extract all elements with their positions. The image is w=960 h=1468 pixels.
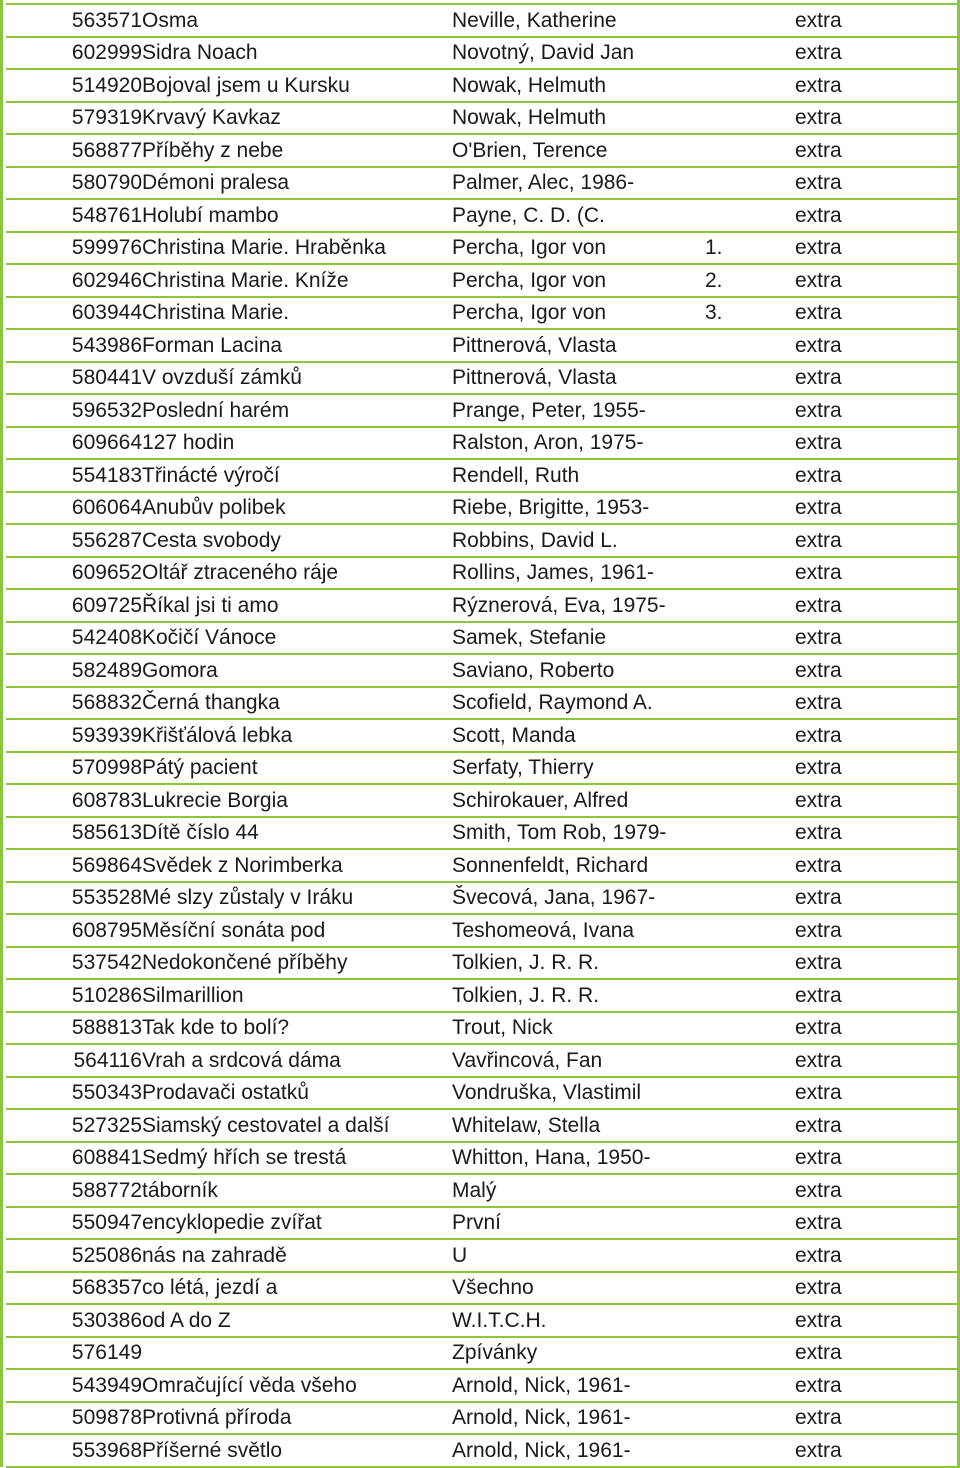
book-title: Třinácté výročí bbox=[142, 459, 452, 492]
book-author: Tolkien, J. R. R. bbox=[452, 979, 705, 1012]
table-row bbox=[6, 654, 960, 687]
volume-number bbox=[705, 1369, 795, 1402]
edition-note: extra bbox=[795, 1077, 960, 1110]
book-title: Poslední harém bbox=[142, 394, 452, 427]
book-title: Holubí mambo bbox=[142, 199, 452, 232]
book-author: Teshomeová, Ivana bbox=[452, 914, 705, 947]
table-row bbox=[6, 979, 960, 1012]
edition-note: extra bbox=[795, 232, 960, 265]
book-title: Christina Marie. Hraběnka bbox=[142, 232, 452, 265]
volume-number bbox=[705, 4, 795, 37]
table-row bbox=[6, 719, 960, 752]
book-title: Příšerné světlo bbox=[142, 1434, 452, 1467]
book-title: Dítě číslo 44 bbox=[142, 817, 452, 850]
edition-note: extra bbox=[795, 719, 960, 752]
edition-note: extra bbox=[795, 589, 960, 622]
edition-note: extra bbox=[795, 817, 960, 850]
record-id: 608795 bbox=[6, 914, 142, 947]
book-title: Cesta svobody bbox=[142, 524, 452, 557]
volume-number bbox=[705, 1077, 795, 1110]
edition-note: extra bbox=[795, 622, 960, 655]
record-id: 568832 bbox=[6, 687, 142, 720]
volume-number bbox=[705, 882, 795, 915]
table-row bbox=[6, 1239, 960, 1272]
book-author: Arnold, Nick, 1961- bbox=[452, 1369, 705, 1402]
book-title: V ovzduší zámků bbox=[142, 362, 452, 395]
volume-number bbox=[705, 1109, 795, 1142]
table-row bbox=[6, 69, 960, 102]
volume-number bbox=[705, 524, 795, 557]
edition-note: extra bbox=[795, 329, 960, 362]
record-id: 609725 bbox=[6, 589, 142, 622]
record-id: 609664 bbox=[6, 427, 142, 460]
book-title: Sedmý hřích se trestá bbox=[142, 1142, 452, 1175]
record-id: 527325 bbox=[6, 1109, 142, 1142]
record-id: 543949 bbox=[6, 1369, 142, 1402]
edition-note: extra bbox=[795, 784, 960, 817]
edition-note: extra bbox=[795, 524, 960, 557]
table-row bbox=[6, 1174, 960, 1207]
edition-note: extra bbox=[795, 687, 960, 720]
record-id: 509878 bbox=[6, 1402, 142, 1435]
record-id: 550947 bbox=[6, 1207, 142, 1240]
table-row bbox=[6, 37, 960, 70]
book-title: Svědek z Norimberka bbox=[142, 849, 452, 882]
record-id: 606064 bbox=[6, 492, 142, 525]
book-author: Rollins, James, 1961- bbox=[452, 557, 705, 590]
table-row bbox=[6, 1272, 960, 1305]
edition-note: extra bbox=[795, 979, 960, 1012]
edition-note: extra bbox=[795, 1239, 960, 1272]
edition-note: extra bbox=[795, 297, 960, 330]
edition-note: extra bbox=[795, 882, 960, 915]
edition-note: extra bbox=[795, 4, 960, 37]
book-author: Malý bbox=[452, 1174, 705, 1207]
record-id: 579319 bbox=[6, 102, 142, 135]
volume-number bbox=[705, 687, 795, 720]
record-id: 564116 bbox=[6, 1044, 142, 1077]
book-title: Omračující věda všeho bbox=[142, 1369, 452, 1402]
volume-number bbox=[705, 849, 795, 882]
book-author: Arnold, Nick, 1961- bbox=[452, 1402, 705, 1435]
book-author: První bbox=[452, 1207, 705, 1240]
volume-number bbox=[705, 459, 795, 492]
edition-note: extra bbox=[795, 102, 960, 135]
table-row bbox=[6, 362, 960, 395]
table-row bbox=[6, 492, 960, 525]
volume-number bbox=[705, 979, 795, 1012]
book-author: Nowak, Helmuth bbox=[452, 69, 705, 102]
table-row bbox=[6, 1077, 960, 1110]
book-author: Scott, Manda bbox=[452, 719, 705, 752]
edition-note: extra bbox=[795, 37, 960, 70]
book-title: Sidra Noach bbox=[142, 37, 452, 70]
book-title: Christina Marie. bbox=[142, 297, 452, 330]
book-title: Bojoval jsem u Kursku bbox=[142, 69, 452, 102]
book-author: Saviano, Roberto bbox=[452, 654, 705, 687]
edition-note: extra bbox=[795, 1402, 960, 1435]
book-author: Pittnerová, Vlasta bbox=[452, 329, 705, 362]
volume-number bbox=[705, 199, 795, 232]
book-author: Payne, C. D. (C. bbox=[452, 199, 705, 232]
book-title: Černá thangka bbox=[142, 687, 452, 720]
table-row bbox=[6, 1337, 960, 1370]
book-author: Neville, Katherine bbox=[452, 4, 705, 37]
volume-number: 3. bbox=[705, 297, 795, 330]
book-title: co létá, jezdí a bbox=[142, 1272, 452, 1305]
volume-number bbox=[705, 719, 795, 752]
book-author: Percha, Igor von bbox=[452, 232, 705, 265]
volume-number bbox=[705, 1012, 795, 1045]
table-row bbox=[6, 687, 960, 720]
book-author: Percha, Igor von bbox=[452, 264, 705, 297]
book-title: Tak kde to bolí? bbox=[142, 1012, 452, 1045]
table-row bbox=[6, 524, 960, 557]
record-id: 596532 bbox=[6, 394, 142, 427]
record-id: 568357 bbox=[6, 1272, 142, 1305]
table-row bbox=[6, 817, 960, 850]
volume-number bbox=[705, 167, 795, 200]
volume-number bbox=[705, 492, 795, 525]
edition-note: extra bbox=[795, 752, 960, 785]
edition-note: extra bbox=[795, 1434, 960, 1467]
book-title: Říkal jsi ti amo bbox=[142, 589, 452, 622]
book-title: táborník bbox=[142, 1174, 452, 1207]
volume-number bbox=[705, 947, 795, 980]
table-row bbox=[6, 199, 960, 232]
record-id: 553968 bbox=[6, 1434, 142, 1467]
table-row bbox=[6, 1207, 960, 1240]
volume-number bbox=[705, 784, 795, 817]
edition-note: extra bbox=[795, 69, 960, 102]
edition-note: extra bbox=[795, 394, 960, 427]
book-author: Whitton, Hana, 1950- bbox=[452, 1142, 705, 1175]
volume-number bbox=[705, 914, 795, 947]
table-row bbox=[6, 784, 960, 817]
book-title: Oltář ztraceného ráje bbox=[142, 557, 452, 590]
book-title: Mé slzy zůstaly v Iráku bbox=[142, 882, 452, 915]
volume-number bbox=[705, 1272, 795, 1305]
book-title: Krvavý Kavkaz bbox=[142, 102, 452, 135]
volume-number bbox=[705, 1207, 795, 1240]
book-author: Palmer, Alec, 1986- bbox=[452, 167, 705, 200]
edition-note: extra bbox=[795, 654, 960, 687]
record-id: 603944 bbox=[6, 297, 142, 330]
edition-note: extra bbox=[795, 1109, 960, 1142]
volume-number bbox=[705, 427, 795, 460]
volume-number bbox=[705, 362, 795, 395]
edition-note: extra bbox=[795, 1044, 960, 1077]
book-title: Forman Lacina bbox=[142, 329, 452, 362]
book-author: Percha, Igor von bbox=[452, 297, 705, 330]
book-title: encyklopedie zvířat bbox=[142, 1207, 452, 1240]
record-id: 582489 bbox=[6, 654, 142, 687]
table-row bbox=[6, 232, 960, 265]
record-id: 550343 bbox=[6, 1077, 142, 1110]
book-author: Nowak, Helmuth bbox=[452, 102, 705, 135]
edition-note: extra bbox=[795, 947, 960, 980]
volume-number bbox=[705, 37, 795, 70]
book-author: Samek, Stefanie bbox=[452, 622, 705, 655]
book-title: Kočičí Vánoce bbox=[142, 622, 452, 655]
book-title: 127 hodin bbox=[142, 427, 452, 460]
volume-number bbox=[705, 817, 795, 850]
volume-number bbox=[705, 69, 795, 102]
book-author: Scofield, Raymond A. bbox=[452, 687, 705, 720]
volume-number bbox=[705, 134, 795, 167]
edition-note: extra bbox=[795, 1174, 960, 1207]
table-row bbox=[6, 752, 960, 785]
book-author: Prange, Peter, 1955- bbox=[452, 394, 705, 427]
record-id: 556287 bbox=[6, 524, 142, 557]
table-row bbox=[6, 589, 960, 622]
book-title: Pátý pacient bbox=[142, 752, 452, 785]
book-title: Osma bbox=[142, 4, 452, 37]
record-id: 525086 bbox=[6, 1239, 142, 1272]
record-id: 530386 bbox=[6, 1304, 142, 1337]
table-row bbox=[6, 1304, 960, 1337]
edition-note: extra bbox=[795, 264, 960, 297]
book-author: Zpívánky bbox=[452, 1337, 705, 1370]
book-title: od A do Z bbox=[142, 1304, 452, 1337]
book-title: Démoni pralesa bbox=[142, 167, 452, 200]
book-author: U bbox=[452, 1239, 705, 1272]
edition-note: extra bbox=[795, 1142, 960, 1175]
record-id: 543986 bbox=[6, 329, 142, 362]
record-id: 580790 bbox=[6, 167, 142, 200]
record-id: 570998 bbox=[6, 752, 142, 785]
book-author: O'Brien, Terence bbox=[452, 134, 705, 167]
book-author: Pittnerová, Vlasta bbox=[452, 362, 705, 395]
book-author: Švecová, Jana, 1967- bbox=[452, 882, 705, 915]
book-author: Ralston, Aron, 1975- bbox=[452, 427, 705, 460]
book-author: Rýznerová, Eva, 1975- bbox=[452, 589, 705, 622]
edition-note: extra bbox=[795, 1012, 960, 1045]
volume-number bbox=[705, 102, 795, 135]
book-title: Příběhy z nebe bbox=[142, 134, 452, 167]
edition-note: extra bbox=[795, 1337, 960, 1370]
book-title: Nedokončené příběhy bbox=[142, 947, 452, 980]
book-title: Prodavači ostatků bbox=[142, 1077, 452, 1110]
record-id: 569864 bbox=[6, 849, 142, 882]
table-row bbox=[6, 1012, 960, 1045]
volume-number bbox=[705, 752, 795, 785]
edition-note: extra bbox=[795, 199, 960, 232]
book-author: Schirokauer, Alfred bbox=[452, 784, 705, 817]
record-id: 548761 bbox=[6, 199, 142, 232]
record-id: 580441 bbox=[6, 362, 142, 395]
record-id: 588813 bbox=[6, 1012, 142, 1045]
volume-number bbox=[705, 654, 795, 687]
table-row bbox=[6, 167, 960, 200]
record-id: 554183 bbox=[6, 459, 142, 492]
book-author: Novotný, David Jan bbox=[452, 37, 705, 70]
book-author: Whitelaw, Stella bbox=[452, 1109, 705, 1142]
edition-note: extra bbox=[795, 459, 960, 492]
table-row bbox=[6, 394, 960, 427]
book-title: Měsíční sonáta pod bbox=[142, 914, 452, 947]
record-id: 568877 bbox=[6, 134, 142, 167]
edition-note: extra bbox=[795, 362, 960, 395]
book-author: Arnold, Nick, 1961- bbox=[452, 1434, 705, 1467]
table-row bbox=[6, 102, 960, 135]
edition-note: extra bbox=[795, 1207, 960, 1240]
record-id: 514920 bbox=[6, 69, 142, 102]
edition-note: extra bbox=[795, 914, 960, 947]
record-id: 553528 bbox=[6, 882, 142, 915]
edition-note: extra bbox=[795, 167, 960, 200]
edition-note: extra bbox=[795, 1369, 960, 1402]
volume-number bbox=[705, 1337, 795, 1370]
volume-number bbox=[705, 1174, 795, 1207]
book-author: Vondruška, Vlastimil bbox=[452, 1077, 705, 1110]
book-title: Protivná příroda bbox=[142, 1402, 452, 1435]
record-id: 576149 bbox=[6, 1337, 142, 1370]
book-title: Křišťálová lebka bbox=[142, 719, 452, 752]
book-list-table bbox=[6, 3, 960, 1468]
table-row bbox=[6, 329, 960, 362]
book-author: Vavřincová, Fan bbox=[452, 1044, 705, 1077]
book-title bbox=[142, 1337, 452, 1370]
volume-number bbox=[705, 557, 795, 590]
table-row bbox=[6, 557, 960, 590]
record-id: 599976 bbox=[6, 232, 142, 265]
book-author: Všechno bbox=[452, 1272, 705, 1305]
book-author: W.I.T.C.H. bbox=[452, 1304, 705, 1337]
volume-number bbox=[705, 589, 795, 622]
record-id: 593939 bbox=[6, 719, 142, 752]
book-title: Christina Marie. Kníže bbox=[142, 264, 452, 297]
book-title: Gomora bbox=[142, 654, 452, 687]
book-title: Silmarillion bbox=[142, 979, 452, 1012]
book-author: Tolkien, J. R. R. bbox=[452, 947, 705, 980]
book-title: Siamský cestovatel a další bbox=[142, 1109, 452, 1142]
table-row bbox=[6, 882, 960, 915]
edition-note: extra bbox=[795, 134, 960, 167]
table-row bbox=[6, 1109, 960, 1142]
volume-number bbox=[705, 1044, 795, 1077]
table-row bbox=[6, 914, 960, 947]
book-title: nás na zahradě bbox=[142, 1239, 452, 1272]
book-author: Robbins, David L. bbox=[452, 524, 705, 557]
table-row bbox=[6, 297, 960, 330]
book-author: Trout, Nick bbox=[452, 1012, 705, 1045]
record-id: 608841 bbox=[6, 1142, 142, 1175]
book-title: Lukrecie Borgia bbox=[142, 784, 452, 817]
record-id: 563571 bbox=[6, 4, 142, 37]
book-author: Sonnenfeldt, Richard bbox=[452, 849, 705, 882]
book-author: Smith, Tom Rob, 1979- bbox=[452, 817, 705, 850]
record-id: 588772 bbox=[6, 1174, 142, 1207]
book-title: Vrah a srdcová dáma bbox=[142, 1044, 452, 1077]
table-row bbox=[6, 1369, 960, 1402]
book-author: Riebe, Brigitte, 1953- bbox=[452, 492, 705, 525]
table-row bbox=[6, 622, 960, 655]
record-id: 602946 bbox=[6, 264, 142, 297]
record-id: 510286 bbox=[6, 979, 142, 1012]
record-id: 537542 bbox=[6, 947, 142, 980]
edition-note: extra bbox=[795, 557, 960, 590]
record-id: 608783 bbox=[6, 784, 142, 817]
table-row bbox=[6, 4, 960, 37]
table-row bbox=[6, 134, 960, 167]
edition-note: extra bbox=[795, 492, 960, 525]
volume-number bbox=[705, 1402, 795, 1435]
record-id: 542408 bbox=[6, 622, 142, 655]
record-id: 585613 bbox=[6, 817, 142, 850]
volume-number bbox=[705, 1434, 795, 1467]
table-row bbox=[6, 947, 960, 980]
book-list-body bbox=[6, 4, 960, 1467]
volume-number bbox=[705, 1142, 795, 1175]
table-row bbox=[6, 1434, 960, 1467]
table-row bbox=[6, 427, 960, 460]
table-row bbox=[6, 459, 960, 492]
table-row bbox=[6, 1402, 960, 1435]
volume-number bbox=[705, 1239, 795, 1272]
table-row bbox=[6, 1044, 960, 1077]
edition-note: extra bbox=[795, 1304, 960, 1337]
edition-note: extra bbox=[795, 427, 960, 460]
edition-note: extra bbox=[795, 1272, 960, 1305]
book-author: Rendell, Ruth bbox=[452, 459, 705, 492]
edition-note: extra bbox=[795, 849, 960, 882]
record-id: 609652 bbox=[6, 557, 142, 590]
table-row bbox=[6, 1142, 960, 1175]
book-author: Serfaty, Thierry bbox=[452, 752, 705, 785]
table-row bbox=[6, 264, 960, 297]
volume-number bbox=[705, 622, 795, 655]
table-row bbox=[6, 849, 960, 882]
volume-number bbox=[705, 1304, 795, 1337]
record-id: 602999 bbox=[6, 37, 142, 70]
volume-number bbox=[705, 329, 795, 362]
volume-number bbox=[705, 394, 795, 427]
volume-number: 1. bbox=[705, 232, 795, 265]
volume-number: 2. bbox=[705, 264, 795, 297]
book-title: Anubův polibek bbox=[142, 492, 452, 525]
